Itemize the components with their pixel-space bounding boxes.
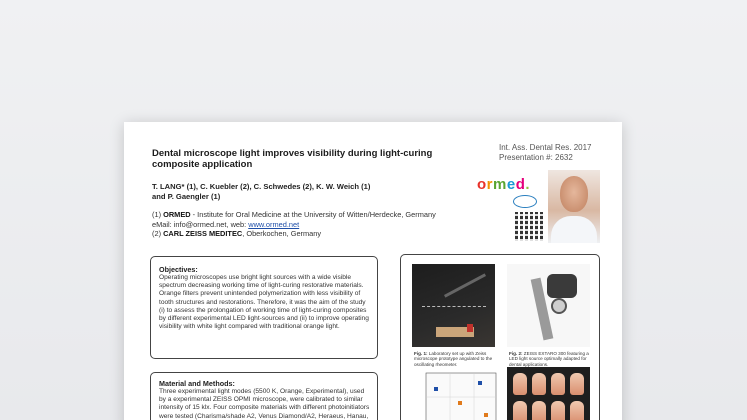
affiliation-1-number: (1) <box>152 210 164 219</box>
objectives-heading: Objectives: <box>159 265 198 274</box>
author-list <box>152 182 412 202</box>
microscope-photo <box>507 264 590 347</box>
presentation-number: Presentation #: 2632 <box>499 153 573 162</box>
figure-1-caption: Fig. 1: Laboratory set up with Zeiss microscope prototype angulated to the oscillating rheometer. <box>414 351 493 367</box>
affiliation-2-detail: , Oberkochen, Germany <box>242 229 322 239</box>
tooth-sample <box>570 373 584 395</box>
chart-plot-area <box>426 373 496 420</box>
objectives-text: Operating microscopes use bright light sources with a wide visible spectrum decreasing working time of light-curing restorative materials. Orange filters prevent unintended polymerization with less visibility of tooth structures and restorations. Therefore, it was the aim of the study (i) to assess the prolongation of working time of light-curing composites by different experimental LED light-sources and (ii) to improve operating visibility with white light compared with traditional orange light. <box>159 274 369 331</box>
chart-marker <box>458 401 462 405</box>
teeth-samples-photo <box>507 367 590 420</box>
affiliation-2 <box>152 229 472 239</box>
methods-heading: Material and Methods: <box>159 379 235 388</box>
authors-line-2: and P. Gaengler (1) <box>152 192 221 201</box>
tooth-sample <box>532 373 546 395</box>
authors-line-1: T. LANG* (1), C. Kuebler (2), C. Schwedes (2), K. W. Weich (1) <box>152 182 371 191</box>
chart-marker <box>434 387 438 391</box>
portrait-head <box>560 176 588 212</box>
microscope-lens <box>551 298 567 314</box>
tooth-sample <box>513 401 527 420</box>
chart-marker <box>478 381 482 385</box>
microscope-arm <box>444 273 486 297</box>
tooth-sample <box>551 373 565 395</box>
affiliation-1-org: ORMED <box>163 210 191 219</box>
university-seal-icon <box>513 195 537 208</box>
qr-code-icon[interactable] <box>515 212 544 241</box>
ormed-logo: ormed. <box>477 176 531 193</box>
affiliation-2-org: CARL ZEISS MEDITEC <box>163 229 243 239</box>
affiliation-1-detail: - Institute for Oral Medicine at the University of Witten/Herdecke, Germany <box>190 210 436 219</box>
poster-title: Dental microscope light improves visibility during light-curing composite application <box>152 148 433 170</box>
affiliation-1 <box>152 210 472 220</box>
affiliation-2-number: (2) <box>152 229 164 239</box>
figure-2-caption: Fig. 2: ZEISS EXTARO 300 featuring a LED light source optimally adapted for dental applications. <box>509 351 589 367</box>
conference-meta <box>499 143 592 163</box>
conference-name: Int. Ass. Dental Res. 2017 <box>499 143 592 152</box>
tooth-sample <box>551 401 565 420</box>
sample-marker <box>467 324 473 332</box>
website-link[interactable]: www.ormed.net <box>248 219 300 229</box>
microscope-head <box>547 274 577 298</box>
chart-marker <box>484 413 488 417</box>
tooth-sample <box>513 373 527 395</box>
light-beam <box>422 306 486 307</box>
portrait-shirt <box>551 216 597 243</box>
figures-box <box>400 254 600 420</box>
author-portrait <box>548 170 600 243</box>
lab-setup-photo <box>412 264 495 347</box>
tooth-sample <box>532 401 546 420</box>
methods-text: Three experimental light modes (5500 K, Orange, Experimental), used by a experimental ZEISS OPMI microscope, were calibrated to similar intensity of 15 klx. Four composite materials with different photoinitiators were tested (Charisma/shade A2, Venus Diamond/A2, Heraeus, Hanau, <box>159 388 370 420</box>
affiliations <box>152 210 472 239</box>
affiliation-1-contact <box>152 220 472 230</box>
objectives-box <box>150 256 378 359</box>
tooth-sample <box>570 401 584 420</box>
contact-email: eMail: info@ormed.net, web: <box>152 219 249 229</box>
results-chart <box>412 367 500 420</box>
methods-box <box>150 372 378 420</box>
poster-page <box>124 122 622 420</box>
